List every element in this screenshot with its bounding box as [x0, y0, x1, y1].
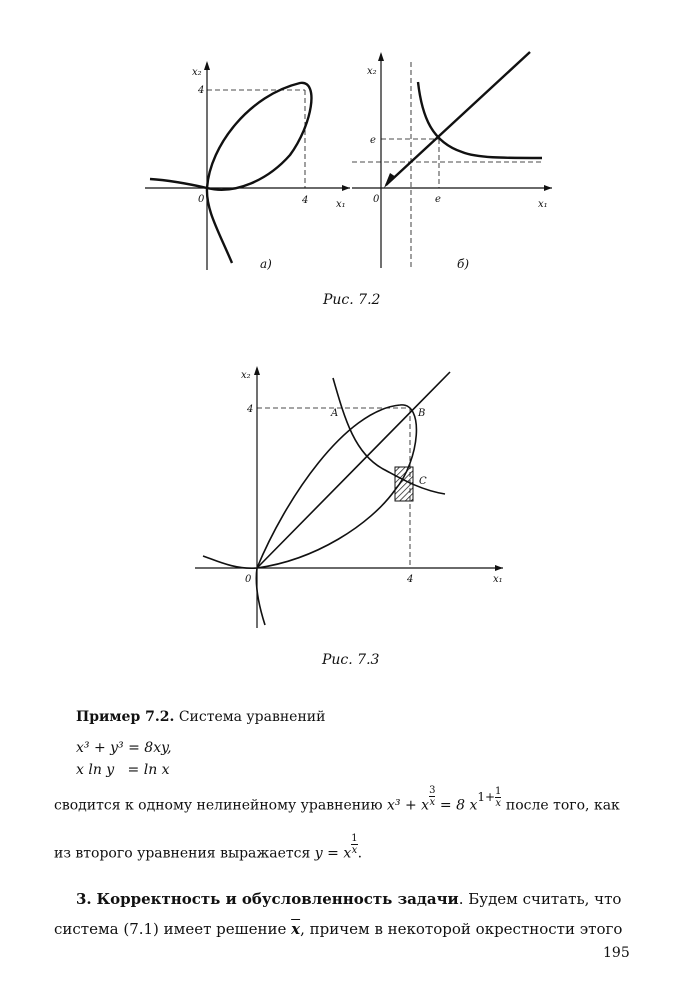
diagonal-line [386, 52, 530, 185]
point-a-label: A [331, 408, 339, 419]
figure-7-3 [195, 360, 515, 635]
figure-7-2-caption: Рис. 7.2 [323, 292, 381, 308]
fraction-num: 3 [429, 785, 436, 796]
page-number: 195 [603, 945, 630, 961]
hatched-region [395, 467, 413, 501]
x-axis-label: x₁ [538, 199, 548, 210]
fraction-den: x [495, 797, 502, 809]
origin-label: 0 [373, 194, 380, 205]
line2-text: из второго уравнения выражается [54, 845, 311, 862]
fraction-num: 1 [351, 833, 358, 844]
y-arrow [204, 61, 210, 70]
folium-curve [150, 83, 311, 263]
exponent-fraction [351, 833, 357, 856]
reduces-after: после того, как [505, 797, 620, 814]
line2-eq: y = x [314, 845, 352, 862]
exponent-fraction [429, 785, 435, 808]
panel-label: а) [260, 257, 272, 271]
line2-end: . [357, 845, 363, 862]
second-curve [333, 378, 445, 494]
y-tick-label: e [370, 135, 376, 146]
x-arrow [495, 565, 503, 571]
y-axis-label: x₂ [241, 370, 251, 381]
x-arrow [544, 185, 552, 191]
y-axis-label: x₂ [367, 66, 377, 77]
x-tick-label: 4 [302, 195, 309, 206]
example-heading-rest: Система уравнений [178, 709, 326, 725]
figure-7-2a [140, 55, 355, 275]
fraction-den: x [351, 845, 358, 856]
x-axis-label: x₁ [336, 199, 346, 210]
second-eq-line [54, 833, 363, 865]
origin-label: 0 [198, 194, 205, 205]
x-axis-label: x₁ [493, 574, 503, 585]
point-c-label: C [419, 476, 427, 487]
panel-label: б) [457, 257, 470, 271]
section-heading-line [76, 889, 621, 909]
x-tick-label: e [435, 194, 441, 205]
y-tick-label: 4 [198, 85, 205, 96]
reduces-line [54, 785, 639, 818]
exponent-2-fraction [495, 786, 501, 809]
section-after-title: . Будем считать, что [458, 890, 622, 908]
diagonal-arrow [384, 173, 396, 188]
diagonal-line [257, 372, 450, 568]
section-line2-rest: , причем в некоторой окрестности этого [300, 920, 623, 938]
equation-1: x³ + y³ = 8xy, [76, 740, 172, 756]
section-title: Корректность и обусловленность задачи [96, 890, 459, 908]
point-b-label: B [418, 408, 426, 419]
exponent-2-lead: 1+ [477, 789, 496, 804]
fraction-den: x [429, 797, 436, 808]
y-arrow [378, 52, 384, 61]
x-arrow [342, 185, 350, 191]
equation-2: x ln y = ln x [76, 762, 170, 778]
origin-label: 0 [245, 574, 252, 585]
example-label: Пример 7.2. [76, 709, 175, 725]
curve [418, 82, 542, 158]
section-number: 3. [76, 890, 92, 908]
x-tick-label: 4 [407, 574, 414, 585]
reduces-text: сводится к одному нелинейному уравнению [54, 797, 383, 814]
figure-7-2b [352, 42, 562, 274]
exponent-2 [477, 786, 501, 809]
reduces-eq-lhs: x³ + x [387, 797, 430, 814]
fraction-num: 1 [495, 785, 502, 797]
y-arrow [254, 366, 260, 375]
section-line-2 [54, 919, 622, 939]
example-heading [76, 707, 325, 727]
section-line2-start: система (7.1) имеет решение [54, 920, 287, 938]
reduces-eq-mid: = 8 x [435, 797, 478, 814]
y-axis-label: x₂ [192, 67, 202, 78]
solution-var: $\overline{x}$ [291, 920, 301, 938]
y-tick-label: 4 [247, 404, 254, 415]
figure-7-3-caption: Рис. 7.3 [322, 652, 380, 668]
